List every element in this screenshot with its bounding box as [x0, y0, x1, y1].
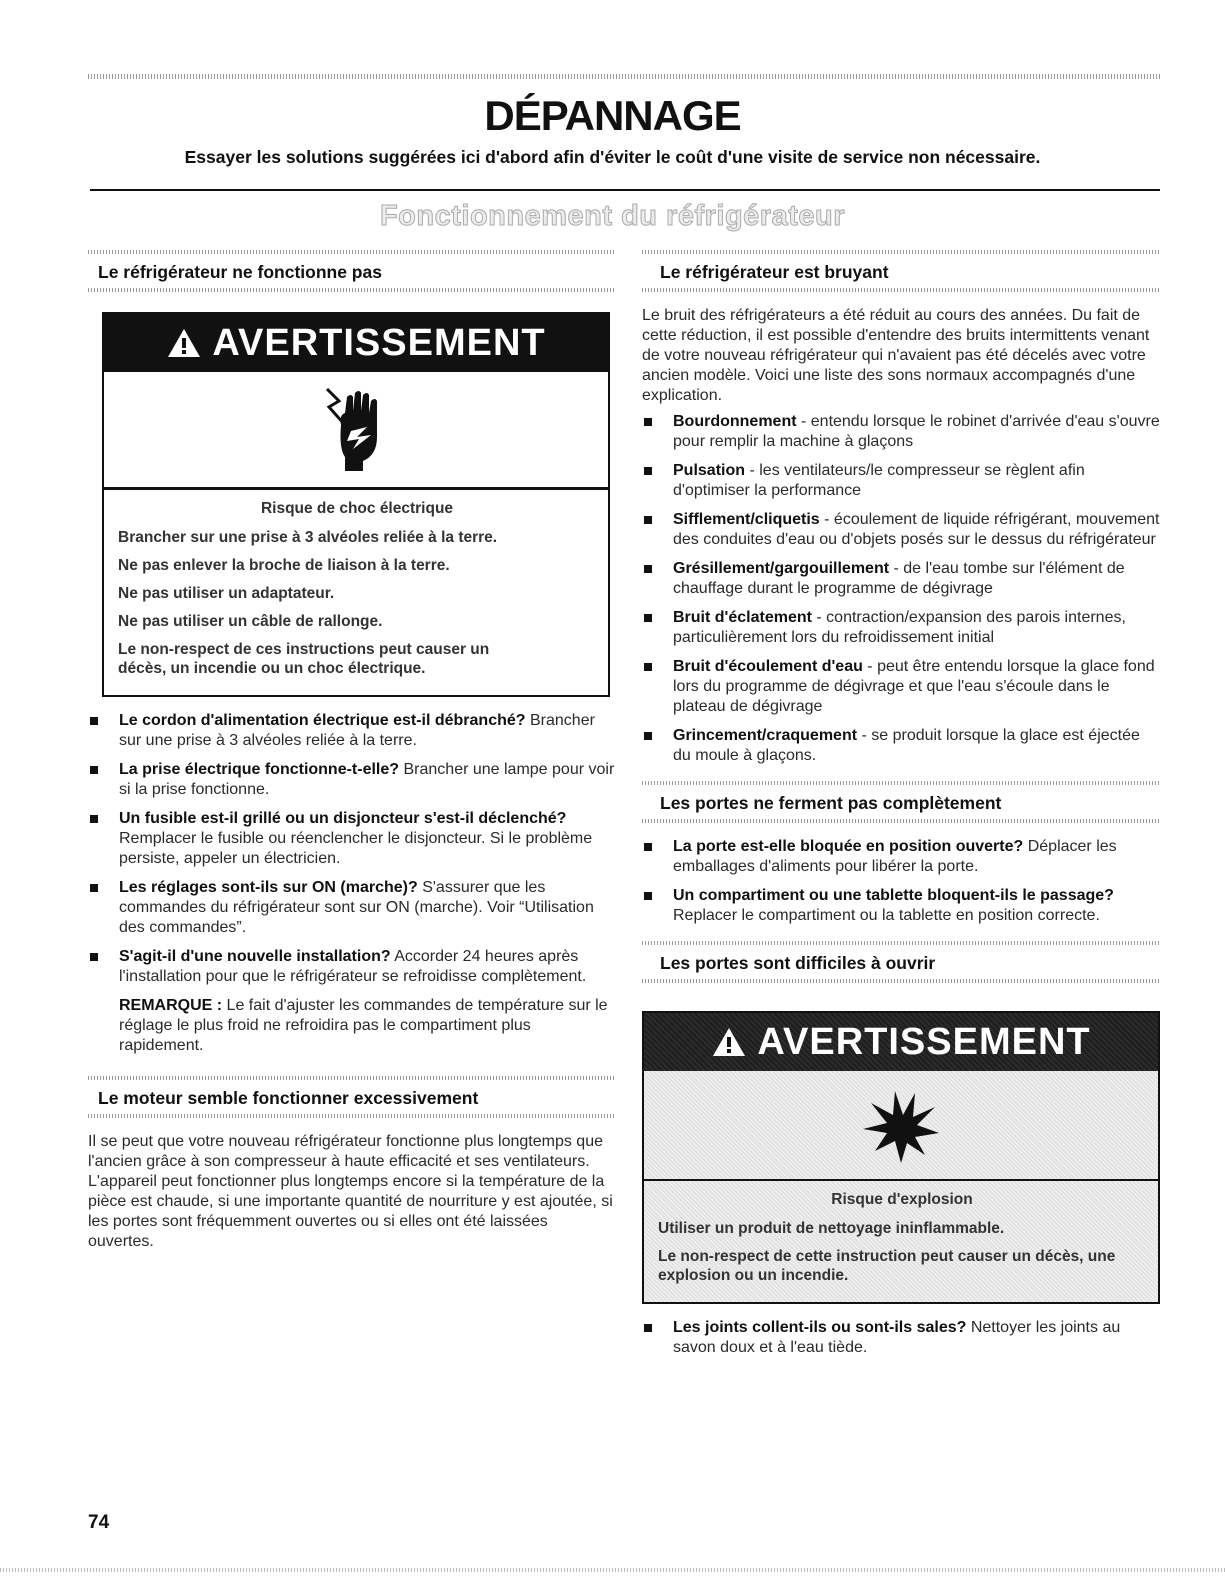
- list-item: Grincement/craquement - se produit lorsque la glace est éjectée du moule à glaçons.: [642, 726, 1160, 766]
- paragraph: Il se peut que votre nouveau réfrigérateur fonctionne plus longtemps que l'ancien grâce à son compresseur à haute efficacité et ses ventilateurs. L'appareil peut fonctionner plus longtemps encore si la température de la pièce est chaude, si une importante quantité de nourriture y est ajoutée, si les portes sont fréquemment ouvertes ou si elles ont été laissées ouvertes.: [88, 1133, 613, 1250]
- bullet-square-icon: [644, 663, 652, 671]
- header-dotted-rule: [88, 74, 1160, 79]
- bullet-square-icon: [644, 467, 652, 475]
- warning-risk: Risque d'explosion: [831, 1191, 973, 1208]
- paragraph: Le bruit des réfrigérateurs a été réduit au cours des années. Du fait de cette réduction, il est possible d'entendre des bruits intermittents venant de votre nouveau réfrigérateur qui n'avaient pas été décelés avec votre ancien modèle. Voici une liste des sons normaux accompagnés d'une explication.: [642, 307, 1150, 404]
- warning-title: AVERTISSEMENT: [212, 322, 546, 364]
- list-item: Le cordon d'alimentation électrique est-il débranché? Brancher sur une prise à 3 alvéoles reliée à la terre.: [88, 711, 616, 751]
- bullet-square-icon: [90, 884, 98, 892]
- doors-list: [642, 837, 1160, 926]
- warning-line: Brancher sur une prise à 3 alvéoles reliée à la terre.: [118, 529, 498, 546]
- dotted-rule: [88, 1114, 616, 1118]
- note: [88, 996, 616, 1056]
- subsection-heading: Le moteur semble fonctionner excessivement: [98, 1088, 479, 1108]
- list-item: Bruit d'écoulement d'eau - peut être entendu lorsque la glace fond lors du programme de dégivrage et que l'eau s'écoule dans le plateau de dégivrage: [642, 657, 1160, 717]
- header-rule: [90, 189, 1160, 191]
- warning-header: [104, 314, 608, 372]
- bullet-square-icon: [644, 732, 652, 740]
- list-item: Grésillement/gargouillement - de l'eau tombe sur l'élément de chauffage durant le programme de dégivrage: [642, 559, 1160, 599]
- list-item: La prise électrique fonctionne-t-elle? Brancher une lampe pour voir si la prise fonctionne.: [88, 760, 616, 800]
- list-item: Les joints collent-ils ou sont-ils sales? Nettoyer les joints au savon doux et à l'eau tiède.: [642, 1318, 1160, 1358]
- dotted-rule: [88, 288, 616, 292]
- list-item: Un fusible est-il grillé ou un disjoncteur s'est-il déclenché? Remplacer le fusible ou réenclencher le disjoncteur. Si le problème persiste, appeler un électricien.: [88, 809, 616, 869]
- bullet-square-icon: [644, 516, 652, 524]
- bullet-square-icon: [90, 717, 98, 725]
- warning-line: Utiliser un produit de nettoyage ininflammable.: [658, 1220, 1005, 1237]
- list-item: Sifflement/cliquetis - écoulement de liquide réfrigérant, mouvement des conduites d'eau ou d'objets posés sur le dessus du réfrigérateur: [642, 510, 1160, 550]
- subsection-heading: Le réfrigérateur est bruyant: [660, 262, 889, 282]
- noise-list: [642, 412, 1160, 766]
- footer-dotted-rule: [0, 1568, 1225, 1572]
- note-text: Le fait d'ajuster les commandes de température sur le réglage le plus froid ne refroidira pas le compartiment plus rapidement.: [119, 997, 608, 1054]
- electric-shock-icon: [321, 385, 391, 475]
- page-number: 74: [88, 1512, 110, 1533]
- warning-icon-area: [104, 372, 608, 490]
- list-item: Bourdonnement - entendu lorsque le robinet d'arrivée d'eau s'ouvre pour remplir la machine à glaçons: [642, 412, 1160, 452]
- warning-triangle-icon: [166, 327, 202, 359]
- bullet-square-icon: [90, 953, 98, 961]
- list-item: Pulsation - les ventilateurs/le compresseur se règlent afin d'optimiser la performance: [642, 461, 1160, 501]
- list-item: La porte est-elle bloquée en position ouverte? Déplacer les emballages d'aliments pour libérer la porte.: [642, 837, 1160, 877]
- warning-text: [104, 490, 608, 695]
- bullet-square-icon: [644, 843, 652, 851]
- list-item: Un compartiment ou une tablette bloquent-ils le passage? Replacer le compartiment ou la tablette en position correcte.: [642, 886, 1160, 926]
- bullet-square-icon: [644, 892, 652, 900]
- warning-title: AVERTISSEMENT: [757, 1021, 1091, 1063]
- warning-box-explosion: [642, 1011, 1160, 1304]
- warning-line: Ne pas utiliser un adaptateur.: [118, 585, 335, 602]
- subsection-doors-hard-to-open: [642, 935, 1160, 989]
- subsection-heading: Le réfrigérateur ne fonctionne pas: [98, 262, 382, 282]
- warning-risk: Risque de choc électrique: [260, 500, 454, 517]
- dotted-rule: [642, 819, 1160, 823]
- explosion-icon: [861, 1085, 941, 1165]
- subsection-motor-running: [88, 1070, 616, 1124]
- warning-line: Le non-respect de cette instruction peut causer un décès, une explosion ou un incendie.: [658, 1248, 1116, 1284]
- troubleshoot-list: [88, 711, 616, 987]
- warning-box-electric: [102, 312, 610, 697]
- page-subtitle: Essayer les solutions suggérées ici d'abord afin d'éviter le coût d'une visite de service non nécessaire.: [184, 147, 1041, 167]
- right-column: [642, 244, 1160, 1367]
- warning-triangle-icon: [711, 1026, 747, 1058]
- bullet-square-icon: [644, 1324, 652, 1332]
- bullet-square-icon: [644, 614, 652, 622]
- warning-body: [644, 1071, 1158, 1302]
- section-heading: Fonctionnement du réfrigérateur: [379, 200, 846, 232]
- seals-list: [642, 1318, 1160, 1358]
- list-item: S'agit-il d'une nouvelle installation? Accorder 24 heures après l'installation pour que le réfrigérateur se refroidisse complètement.: [88, 947, 616, 987]
- note-label: REMARQUE :: [119, 997, 223, 1014]
- subsection-heading: Les portes sont difficiles à ouvrir: [660, 953, 936, 973]
- subsection-fridge-noisy: [642, 244, 1160, 298]
- page-title: DÉPANNAGE: [484, 92, 741, 139]
- dotted-rule: [642, 979, 1160, 983]
- warning-icon-area: [644, 1071, 1158, 1181]
- left-column: [88, 244, 616, 1252]
- subsection-doors-not-closing: [642, 775, 1160, 829]
- list-item: Bruit d'éclatement - contraction/expansion des parois internes, particulièrement lors du refroidissement initial: [642, 608, 1160, 648]
- warning-line: Le non-respect de ces instructions peut causer un décès, un incendie ou un choc électrique.: [118, 641, 490, 677]
- bullet-square-icon: [644, 418, 652, 426]
- subsection-heading: Les portes ne ferment pas complètement: [660, 793, 1002, 813]
- dotted-rule: [642, 288, 1160, 292]
- warning-line: Ne pas enlever la broche de liaison à la terre.: [118, 557, 450, 574]
- subsection-fridge-not-working: [88, 244, 616, 298]
- warning-text: [644, 1181, 1158, 1302]
- bullet-square-icon: [90, 815, 98, 823]
- list-item: Les réglages sont-ils sur ON (marche)? S'assurer que les commandes du réfrigérateur sont sur ON (marche). Voir “Utilisation des commandes”.: [88, 878, 616, 938]
- bullet-square-icon: [644, 565, 652, 573]
- warning-header: [644, 1013, 1158, 1071]
- warning-line: Ne pas utiliser un câble de rallonge.: [118, 613, 383, 630]
- bullet-square-icon: [90, 766, 98, 774]
